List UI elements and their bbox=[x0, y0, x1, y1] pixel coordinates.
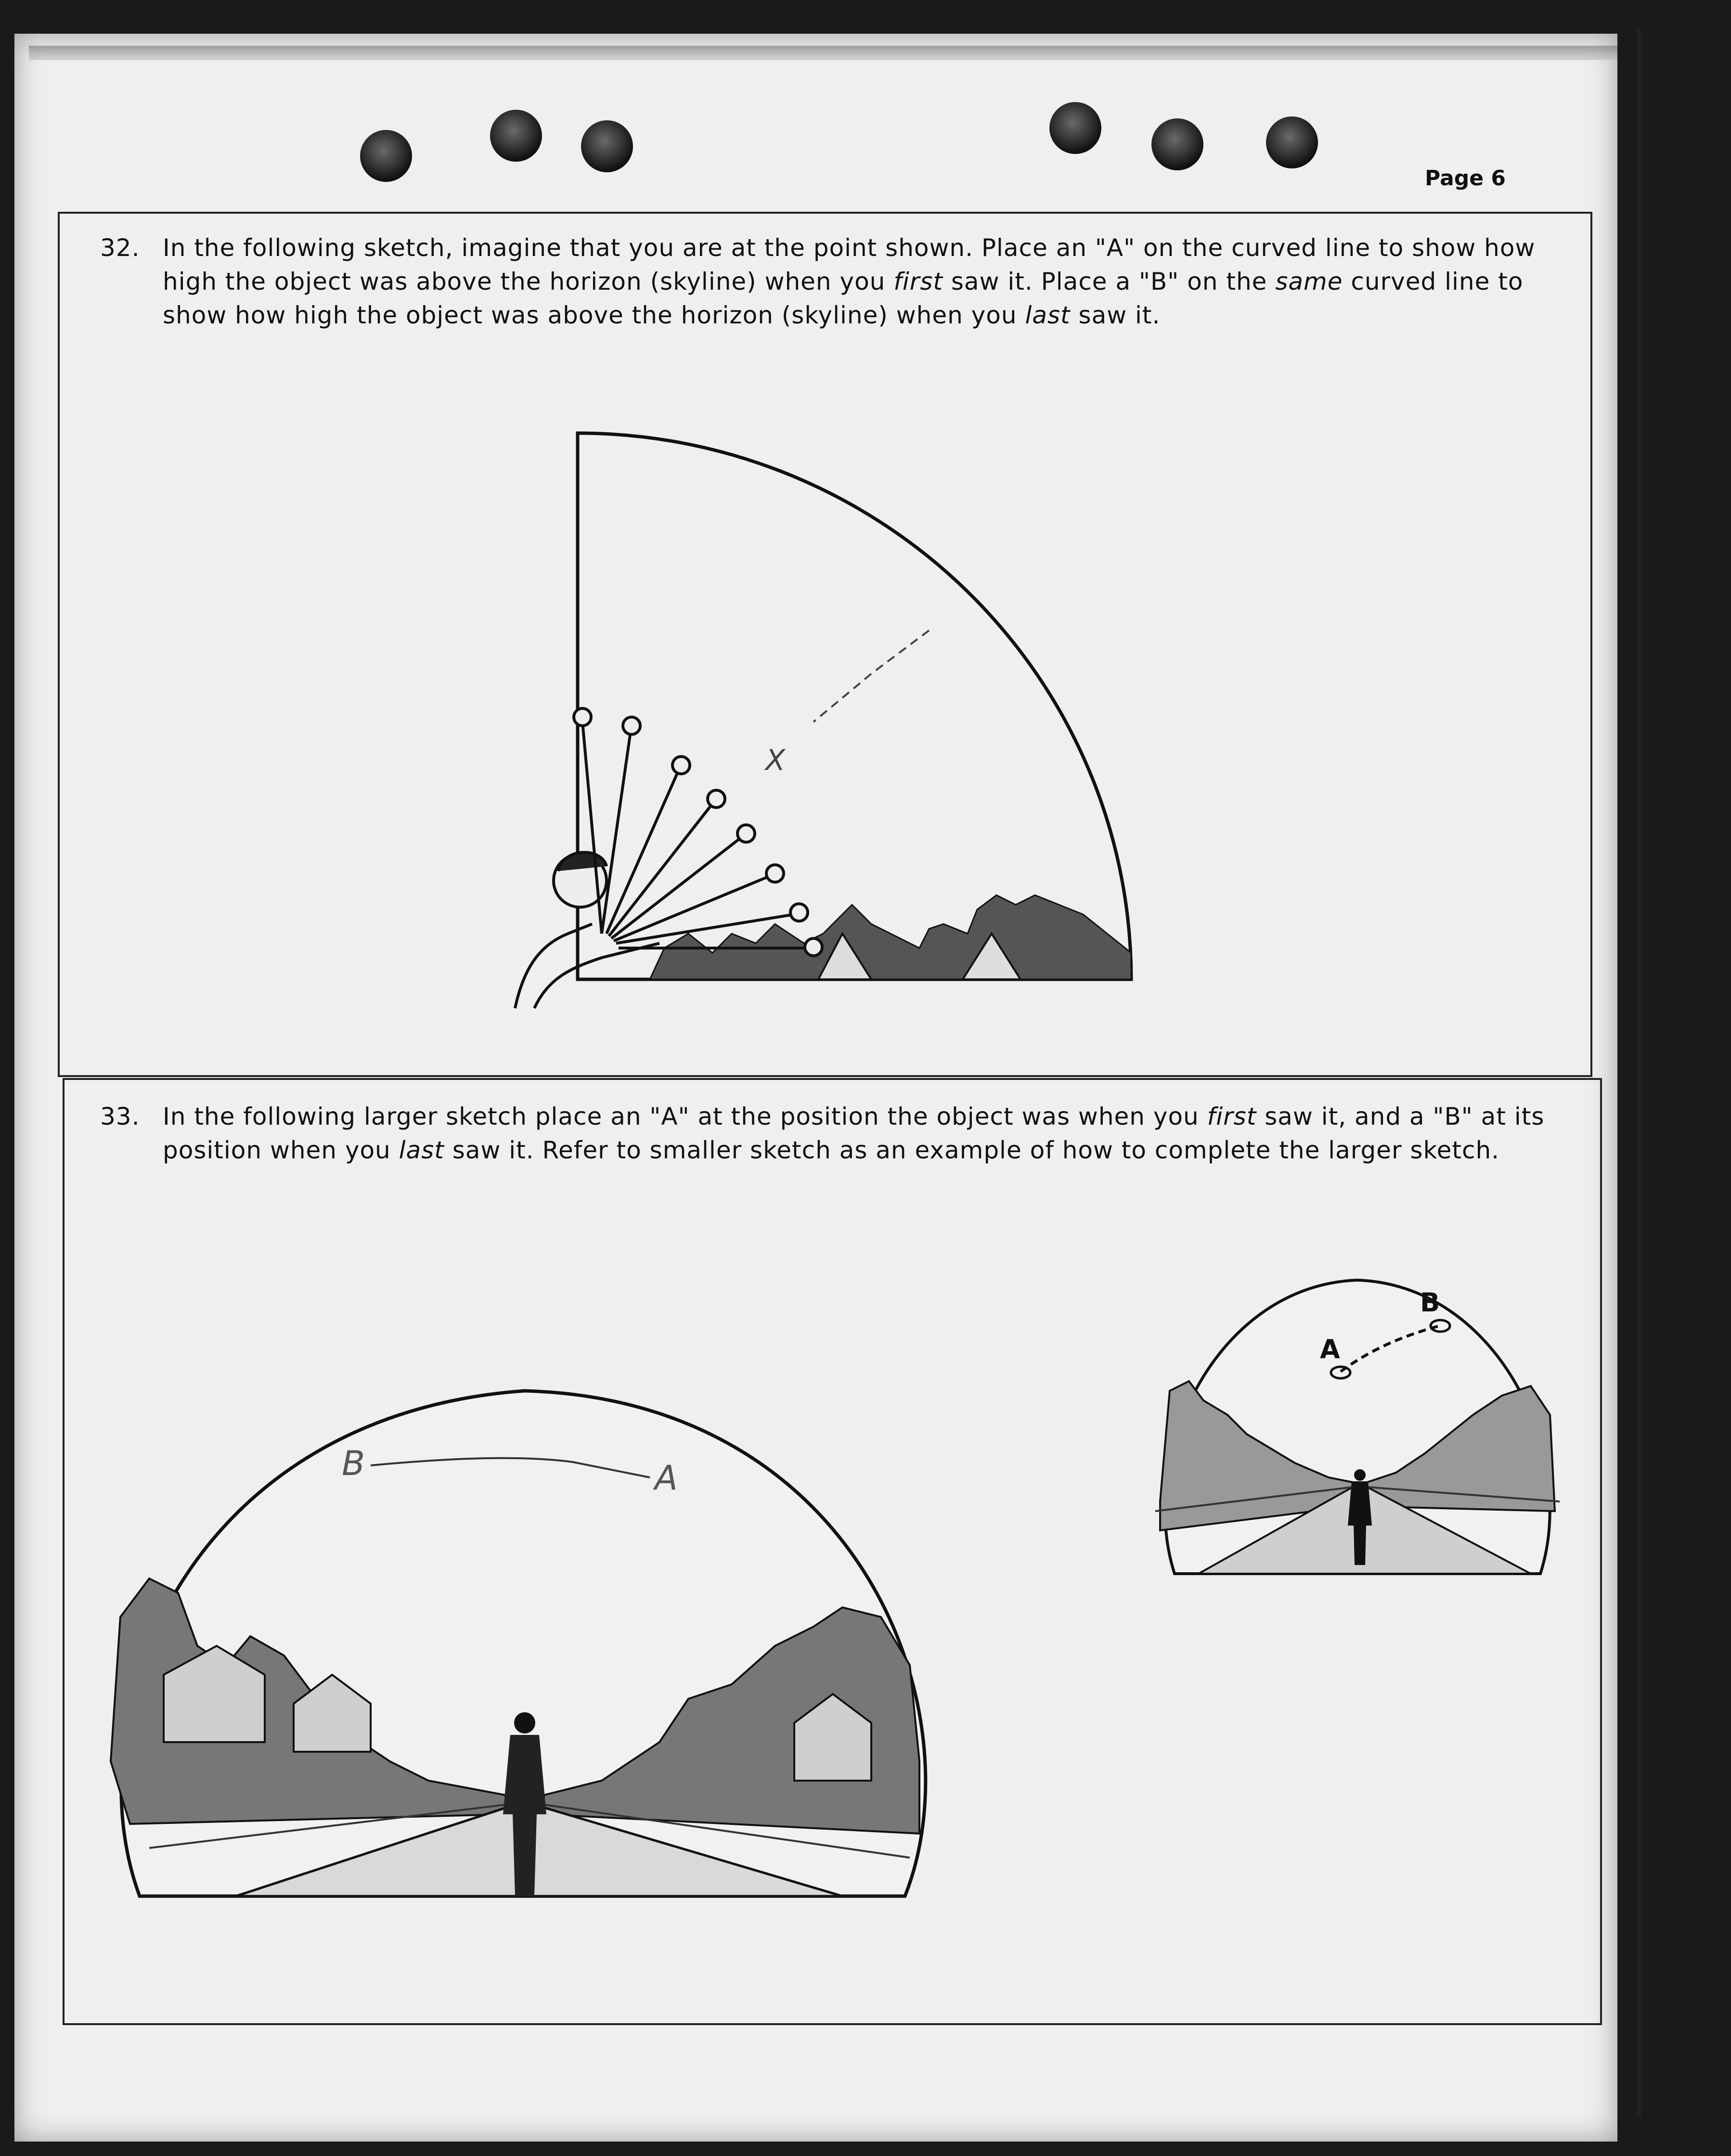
q33-line1-emphasis-first: first bbox=[1207, 1103, 1257, 1130]
question-33-large-sketch bbox=[91, 1280, 958, 1906]
quarter-circle-outline bbox=[578, 433, 1131, 979]
question-33-example-sketch bbox=[1146, 1270, 1569, 1578]
q32-line2-text-c: curved line to bbox=[1343, 268, 1524, 295]
question-32-sketch bbox=[505, 424, 1160, 1030]
q32-line3-text-a: show how high the object was above the horizon (skyline) when you bbox=[163, 301, 1025, 329]
q33-line2-emphasis-last: last bbox=[399, 1136, 444, 1164]
skyline-houses-trees bbox=[650, 895, 1131, 979]
question-32-number: 32. bbox=[100, 234, 140, 262]
question-33-number: 33. bbox=[100, 1103, 140, 1130]
q32-line2-text-a: high the object was above the horizon (skyline) when you bbox=[163, 268, 894, 295]
handwritten-dashed-line bbox=[814, 630, 929, 722]
question-33-line-2 bbox=[163, 1133, 1544, 1167]
q33-line1-text-b: saw it, and a "B" at its bbox=[1256, 1103, 1545, 1130]
example-a-label: A bbox=[1320, 1334, 1340, 1364]
q32-line3-text-b: saw it. bbox=[1070, 301, 1161, 329]
question-33 bbox=[100, 1100, 1592, 1177]
q33-line2-text-a: position when you bbox=[163, 1136, 399, 1164]
page-number: Page 6 bbox=[1425, 166, 1506, 191]
binder-hole-4 bbox=[1049, 102, 1101, 154]
binder-hole-6 bbox=[1266, 116, 1318, 168]
handwritten-x-mark: X bbox=[765, 744, 786, 777]
question-32 bbox=[100, 231, 1544, 342]
example-b-label: B bbox=[1420, 1287, 1440, 1318]
question-32-line-1 bbox=[163, 231, 1535, 265]
handwritten-a-label: A bbox=[655, 1458, 678, 1498]
q32-line1-text: In the following sketch, imagine that you are at the point shown. Place an "A" on the curved line to show how bbox=[163, 234, 1536, 262]
question-32-line-2 bbox=[163, 265, 1535, 298]
handwritten-b-label: B bbox=[342, 1444, 365, 1483]
top-edge-strip bbox=[29, 46, 1617, 60]
q33-line1-text-a: In the following larger sketch place an "A" at the position the object was when you bbox=[163, 1103, 1207, 1130]
question-32-text bbox=[163, 231, 1535, 332]
binder-hole-2 bbox=[490, 110, 542, 162]
q32-line2-emphasis-same: same bbox=[1275, 268, 1343, 295]
q33-line2-text-b: saw it. Refer to smaller sketch as an example of how to complete the larger sketch. bbox=[444, 1136, 1500, 1164]
binder-hole-5 bbox=[1151, 118, 1203, 170]
question-33-line-1 bbox=[163, 1100, 1544, 1133]
right-edge-line bbox=[1637, 29, 1641, 2118]
question-33-text bbox=[163, 1100, 1544, 1167]
q32-line2-emphasis-first: first bbox=[893, 268, 943, 295]
q32-line3-emphasis-last: last bbox=[1025, 301, 1071, 329]
binder-hole-3 bbox=[581, 120, 633, 172]
q32-line2-text-b: saw it. Place a "B" on the bbox=[943, 268, 1276, 295]
question-32-line-3 bbox=[163, 298, 1535, 332]
binder-hole-1 bbox=[360, 130, 412, 182]
